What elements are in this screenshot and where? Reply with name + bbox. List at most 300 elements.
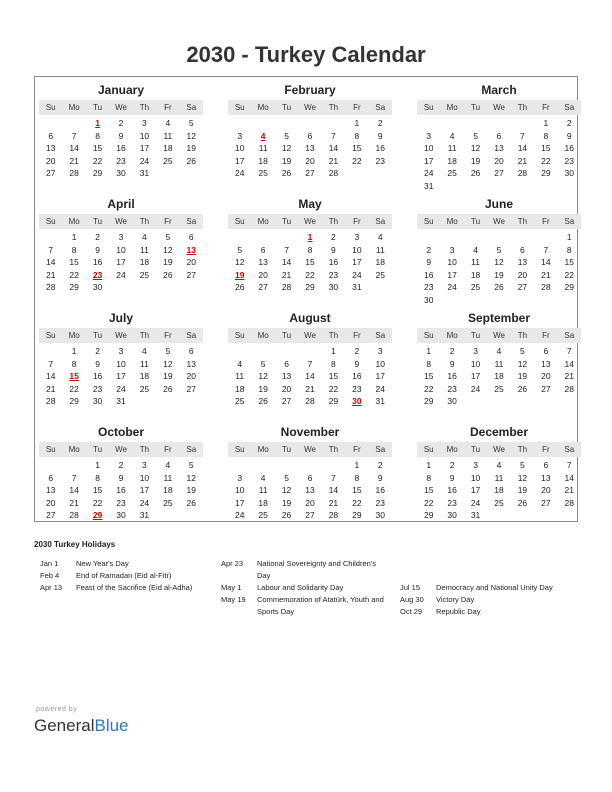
empty-day-cell <box>322 459 345 472</box>
day-cell: 24 <box>139 155 150 166</box>
day-cell: 2 <box>566 118 572 128</box>
day-cell: 28 <box>281 282 292 292</box>
day-cell: 25 <box>163 497 173 508</box>
day-cell: 11 <box>258 143 268 153</box>
day-grid <box>228 345 392 408</box>
day-grid <box>39 459 203 522</box>
day-cell: 17 <box>234 155 245 166</box>
day-cell: 27 <box>494 168 504 178</box>
weekday-label: Mo <box>257 103 269 112</box>
weekday-label: Fr <box>353 331 361 340</box>
day-cell: 10 <box>423 143 434 153</box>
day-cell: 1 <box>543 118 549 128</box>
day-cell: 14 <box>328 485 339 495</box>
powered-by-text: powered by <box>36 706 78 713</box>
weekday-label: We <box>493 217 505 226</box>
day-cell: 28 <box>564 383 575 394</box>
day-cell: 5 <box>188 118 194 128</box>
empty-day-cell <box>275 117 298 130</box>
day-cell: 6 <box>188 346 194 356</box>
day-cell: 12 <box>517 472 528 483</box>
day-cell: 23 <box>375 155 386 166</box>
day-cell: 11 <box>494 358 504 369</box>
day-cell: 29 <box>328 396 339 406</box>
weekday-label: We <box>493 445 505 454</box>
day-cell: 25 <box>234 396 245 406</box>
weekday-label: Sa <box>186 445 197 454</box>
day-cell: 11 <box>258 485 268 495</box>
weekday-label: Th <box>517 331 528 340</box>
month-june <box>417 197 581 305</box>
weekday-label: Th <box>139 445 150 454</box>
month-november <box>228 425 392 533</box>
day-cell: 22 <box>352 155 362 166</box>
weekday-label: Mo <box>446 445 458 454</box>
holiday-day-cell: 4 <box>260 130 266 141</box>
month-name: February <box>284 83 336 97</box>
day-cell: 9 <box>331 244 336 255</box>
day-cell: 10 <box>116 358 126 369</box>
day-cell: 24 <box>234 168 245 178</box>
day-cell: 4 <box>496 460 502 470</box>
weekday-label: Su <box>234 331 245 340</box>
day-cell: 5 <box>165 346 171 356</box>
day-cell: 10 <box>139 472 150 483</box>
day-cell: 17 <box>139 143 150 153</box>
day-grid <box>417 345 581 408</box>
brand-logo <box>34 716 129 736</box>
day-cell: 5 <box>260 358 266 369</box>
day-cell: 20 <box>305 497 315 508</box>
holiday-item <box>400 606 578 618</box>
weekday-label: Sa <box>375 217 386 226</box>
day-cell: 28 <box>45 396 56 406</box>
weekday-label: Fr <box>164 331 172 340</box>
holiday-date: May 1 <box>221 583 242 592</box>
holiday-item <box>400 594 578 606</box>
month-january <box>39 83 203 191</box>
day-grid <box>417 231 581 306</box>
day-cell: 14 <box>281 257 292 267</box>
day-cell: 16 <box>352 371 362 381</box>
day-cell: 18 <box>447 155 457 166</box>
day-cell: 5 <box>520 346 525 356</box>
month-august <box>228 311 392 419</box>
day-cell: 16 <box>116 485 126 495</box>
day-cell: 30 <box>447 396 457 406</box>
day-cell: 3 <box>118 232 124 242</box>
day-cell: 9 <box>449 358 455 369</box>
day-cell: 28 <box>541 282 551 292</box>
empty-day-cell <box>511 231 534 244</box>
weekday-label: Fr <box>353 217 361 226</box>
day-cell: 25 <box>375 269 386 280</box>
weekday-label: Th <box>328 331 339 340</box>
day-cell: 25 <box>163 155 173 166</box>
day-cell: 7 <box>48 244 54 255</box>
weekday-header <box>417 442 581 457</box>
day-cell: 6 <box>260 244 266 255</box>
day-cell: 6 <box>188 232 194 242</box>
holiday-day-cell: 30 <box>352 396 362 406</box>
weekday-label: Su <box>423 445 434 454</box>
day-cell: 30 <box>116 168 126 178</box>
weekday-label: We <box>304 445 316 454</box>
holiday-date: May 19 <box>221 595 246 604</box>
day-cell: 3 <box>473 460 478 470</box>
day-cell: 4 <box>165 460 171 470</box>
day-cell: 14 <box>305 371 315 381</box>
day-cell: 13 <box>258 257 268 267</box>
day-cell: 16 <box>423 269 434 280</box>
weekday-label: Mo <box>68 103 80 112</box>
day-cell: 4 <box>237 358 243 369</box>
day-cell: 3 <box>354 232 360 242</box>
empty-day-cell <box>251 345 274 358</box>
day-cell: 15 <box>564 257 575 267</box>
day-cell: 25 <box>470 282 481 292</box>
day-cell: 23 <box>92 383 103 394</box>
day-cell: 8 <box>354 130 360 141</box>
day-cell: 16 <box>375 143 386 153</box>
day-grid <box>228 117 392 180</box>
empty-day-cell <box>39 345 62 358</box>
weekday-label: Mo <box>257 445 269 454</box>
day-grid <box>39 231 203 294</box>
day-cell: 30 <box>447 510 457 520</box>
day-cell: 23 <box>116 155 126 166</box>
day-cell: 28 <box>45 282 56 292</box>
day-cell: 27 <box>258 282 268 292</box>
day-cell: 16 <box>92 371 103 381</box>
day-cell: 3 <box>377 346 383 356</box>
brand-name-general: General <box>34 716 95 735</box>
day-cell: 12 <box>494 257 504 267</box>
day-cell: 6 <box>307 472 313 483</box>
day-cell: 4 <box>142 346 147 356</box>
holiday-day-cell: 13 <box>186 244 197 255</box>
holiday-name: New Year's Day <box>76 559 129 568</box>
day-cell: 22 <box>92 155 103 166</box>
day-cell: 3 <box>142 460 147 470</box>
day-cell: 30 <box>564 168 575 178</box>
day-cell: 16 <box>92 257 103 267</box>
day-cell: 6 <box>543 346 549 356</box>
weekday-label: Sa <box>186 331 197 340</box>
month-name: September <box>467 311 531 325</box>
day-cell: 12 <box>281 485 292 495</box>
weekday-label: Th <box>139 331 150 340</box>
day-cell: 25 <box>139 269 150 280</box>
day-cell: 9 <box>95 244 100 255</box>
day-cell: 24 <box>447 282 457 292</box>
day-cell: 26 <box>258 396 268 406</box>
day-cell: 10 <box>234 143 245 153</box>
day-cell: 28 <box>305 396 315 406</box>
day-cell: 29 <box>423 510 434 520</box>
day-cell: 27 <box>541 383 551 394</box>
day-cell: 31 <box>139 510 150 520</box>
day-cell: 2 <box>118 118 124 128</box>
day-cell: 31 <box>423 180 434 191</box>
day-cell: 15 <box>541 143 551 153</box>
month-name: March <box>481 83 517 97</box>
day-cell: 19 <box>258 383 268 394</box>
holiday-item <box>221 558 391 582</box>
day-cell: 8 <box>71 244 77 255</box>
day-cell: 13 <box>541 472 551 483</box>
day-cell: 7 <box>48 358 54 369</box>
day-cell: 26 <box>281 168 292 178</box>
empty-day-cell <box>322 117 345 130</box>
day-cell: 18 <box>494 485 504 495</box>
day-cell: 2 <box>449 460 455 470</box>
day-cell: 28 <box>517 168 528 178</box>
empty-day-cell <box>39 459 62 472</box>
day-cell: 10 <box>234 485 245 495</box>
day-cell: 21 <box>305 383 315 394</box>
month-name: August <box>289 311 331 325</box>
day-cell: 15 <box>423 485 434 495</box>
day-cell: 23 <box>328 269 339 280</box>
day-cell: 17 <box>470 371 481 381</box>
weekday-label: Mo <box>68 217 80 226</box>
day-cell: 29 <box>564 282 575 292</box>
day-cell: 8 <box>566 244 572 255</box>
day-cell: 2 <box>377 460 383 470</box>
day-cell: 31 <box>116 396 126 406</box>
weekday-label: Th <box>139 103 150 112</box>
day-cell: 22 <box>423 383 434 394</box>
day-cell: 16 <box>447 485 457 495</box>
day-cell: 12 <box>163 358 173 369</box>
day-cell: 5 <box>237 244 243 255</box>
day-cell: 26 <box>494 282 504 292</box>
day-cell: 14 <box>45 257 56 267</box>
day-cell: 16 <box>375 485 386 495</box>
weekday-header <box>417 328 581 343</box>
day-cell: 1 <box>71 346 77 356</box>
day-cell: 19 <box>163 257 173 267</box>
holiday-item <box>40 558 210 570</box>
day-cell: 3 <box>473 346 478 356</box>
day-cell: 2 <box>354 346 360 356</box>
day-cell: 13 <box>541 358 551 369</box>
day-cell: 14 <box>564 472 575 483</box>
day-cell: 1 <box>95 460 100 470</box>
day-cell: 26 <box>163 269 173 280</box>
weekday-label: Su <box>423 103 434 112</box>
day-cell: 18 <box>470 269 481 280</box>
day-cell: 22 <box>69 383 79 394</box>
day-cell: 8 <box>354 472 360 483</box>
day-cell: 22 <box>69 269 79 280</box>
day-cell: 26 <box>470 168 481 178</box>
day-cell: 21 <box>69 155 79 166</box>
holiday-day-cell: 15 <box>69 371 79 381</box>
empty-day-cell <box>39 117 62 130</box>
day-cell: 29 <box>423 396 434 406</box>
day-cell: 29 <box>69 396 79 406</box>
day-cell: 24 <box>116 269 126 280</box>
day-cell: 25 <box>447 168 457 178</box>
day-cell: 23 <box>352 383 362 394</box>
weekday-label: Mo <box>257 331 269 340</box>
holiday-item <box>221 582 391 594</box>
day-cell: 12 <box>517 358 528 369</box>
day-cell: 9 <box>449 472 455 483</box>
empty-day-cell <box>275 459 298 472</box>
day-cell: 9 <box>118 130 124 141</box>
day-cell: 28 <box>328 510 339 520</box>
day-grid <box>417 459 581 522</box>
month-march <box>417 83 581 191</box>
holiday-name: Victory Day <box>436 595 475 604</box>
day-cell: 9 <box>377 472 383 483</box>
day-cell: 28 <box>69 510 79 520</box>
day-cell: 5 <box>165 232 171 242</box>
month-december <box>417 425 581 533</box>
weekday-label: Tu <box>471 445 481 454</box>
weekday-header <box>228 442 392 457</box>
day-cell: 11 <box>447 143 457 153</box>
day-cell: 11 <box>163 472 173 483</box>
day-cell: 20 <box>186 257 197 267</box>
day-cell: 6 <box>48 130 54 141</box>
day-cell: 29 <box>352 510 362 520</box>
day-cell: 3 <box>426 130 432 141</box>
empty-day-cell <box>62 117 85 130</box>
day-cell: 31 <box>470 510 481 520</box>
day-cell: 21 <box>541 269 551 280</box>
weekday-label: Tu <box>471 331 481 340</box>
weekday-label: Sa <box>375 103 386 112</box>
day-cell: 22 <box>423 497 434 508</box>
day-cell: 6 <box>48 472 54 483</box>
day-cell: 5 <box>284 130 289 141</box>
holiday-day-cell: 19 <box>234 269 245 280</box>
day-cell: 9 <box>354 358 360 369</box>
day-cell: 18 <box>375 257 386 267</box>
day-cell: 25 <box>139 383 150 394</box>
day-cell: 26 <box>281 510 292 520</box>
day-cell: 18 <box>258 155 268 166</box>
holiday-item <box>40 570 210 582</box>
month-name: October <box>97 425 144 439</box>
day-cell: 10 <box>470 358 481 369</box>
day-cell: 26 <box>234 282 245 292</box>
weekday-label: Tu <box>282 445 292 454</box>
holiday-column-2 <box>221 558 391 618</box>
weekday-label: Fr <box>542 217 550 226</box>
day-cell: 19 <box>186 143 197 153</box>
day-cell: 10 <box>470 472 481 483</box>
weekday-label: Tu <box>282 217 292 226</box>
day-cell: 16 <box>564 143 575 153</box>
weekday-header <box>228 214 392 229</box>
weekday-label: Su <box>234 217 245 226</box>
holiday-date: Jul 15 <box>400 583 421 592</box>
weekday-label: Mo <box>446 103 458 112</box>
day-cell: 9 <box>118 472 124 483</box>
day-cell: 9 <box>377 130 383 141</box>
weekday-label: Th <box>328 217 339 226</box>
day-cell: 13 <box>517 257 528 267</box>
day-cell: 27 <box>186 269 197 280</box>
day-cell: 7 <box>331 472 336 483</box>
day-cell: 25 <box>494 383 504 394</box>
day-cell: 7 <box>331 130 336 141</box>
day-cell: 13 <box>45 485 56 495</box>
day-cell: 29 <box>69 282 79 292</box>
day-cell: 13 <box>186 358 197 369</box>
weekday-label: Sa <box>375 445 386 454</box>
day-cell: 15 <box>352 485 362 495</box>
day-cell: 3 <box>142 118 147 128</box>
day-cell: 28 <box>564 497 575 508</box>
day-cell: 11 <box>140 358 149 369</box>
day-cell: 21 <box>45 269 56 280</box>
weekday-header <box>417 214 581 229</box>
footer-logo <box>34 706 129 736</box>
day-cell: 20 <box>45 155 56 166</box>
weekday-label: Su <box>45 217 56 226</box>
day-cell: 1 <box>354 460 360 470</box>
day-cell: 13 <box>281 371 292 381</box>
day-cell: 11 <box>471 257 480 267</box>
day-cell: 24 <box>234 510 245 520</box>
holiday-name: Feast of the Sacrifice (Eid al-Adha) <box>76 583 193 592</box>
empty-day-cell <box>251 117 274 130</box>
holiday-date: Apr 23 <box>221 559 244 568</box>
day-cell: 6 <box>307 130 313 141</box>
day-cell: 14 <box>517 143 528 153</box>
day-cell: 31 <box>352 282 362 292</box>
day-cell: 8 <box>71 358 77 369</box>
weekday-label: Tu <box>282 103 292 112</box>
weekday-header <box>228 100 392 115</box>
day-cell: 27 <box>305 510 315 520</box>
day-cell: 30 <box>423 294 434 305</box>
day-cell: 1 <box>354 118 360 128</box>
holiday-column-3 <box>400 582 578 618</box>
month-name: April <box>107 197 135 211</box>
day-cell: 13 <box>305 143 315 153</box>
month-name: January <box>97 83 145 97</box>
weekday-header <box>39 100 203 115</box>
weekday-label: Tu <box>93 331 103 340</box>
weekday-label: Fr <box>164 217 172 226</box>
day-cell: 12 <box>163 244 173 255</box>
day-cell: 13 <box>305 485 315 495</box>
day-cell: 25 <box>494 497 504 508</box>
day-cell: 2 <box>95 346 100 356</box>
weekday-label: Sa <box>186 103 197 112</box>
weekday-header <box>228 328 392 343</box>
day-cell: 7 <box>71 472 77 483</box>
empty-day-cell <box>298 117 321 130</box>
day-cell: 2 <box>377 118 383 128</box>
day-cell: 3 <box>237 472 243 483</box>
day-cell: 4 <box>260 472 266 483</box>
day-cell: 27 <box>281 396 292 406</box>
day-cell: 17 <box>470 485 481 495</box>
day-cell: 4 <box>377 232 383 242</box>
day-cell: 20 <box>258 269 268 280</box>
day-cell: 17 <box>352 257 362 267</box>
weekday-header <box>417 100 581 115</box>
weekday-header <box>39 442 203 457</box>
